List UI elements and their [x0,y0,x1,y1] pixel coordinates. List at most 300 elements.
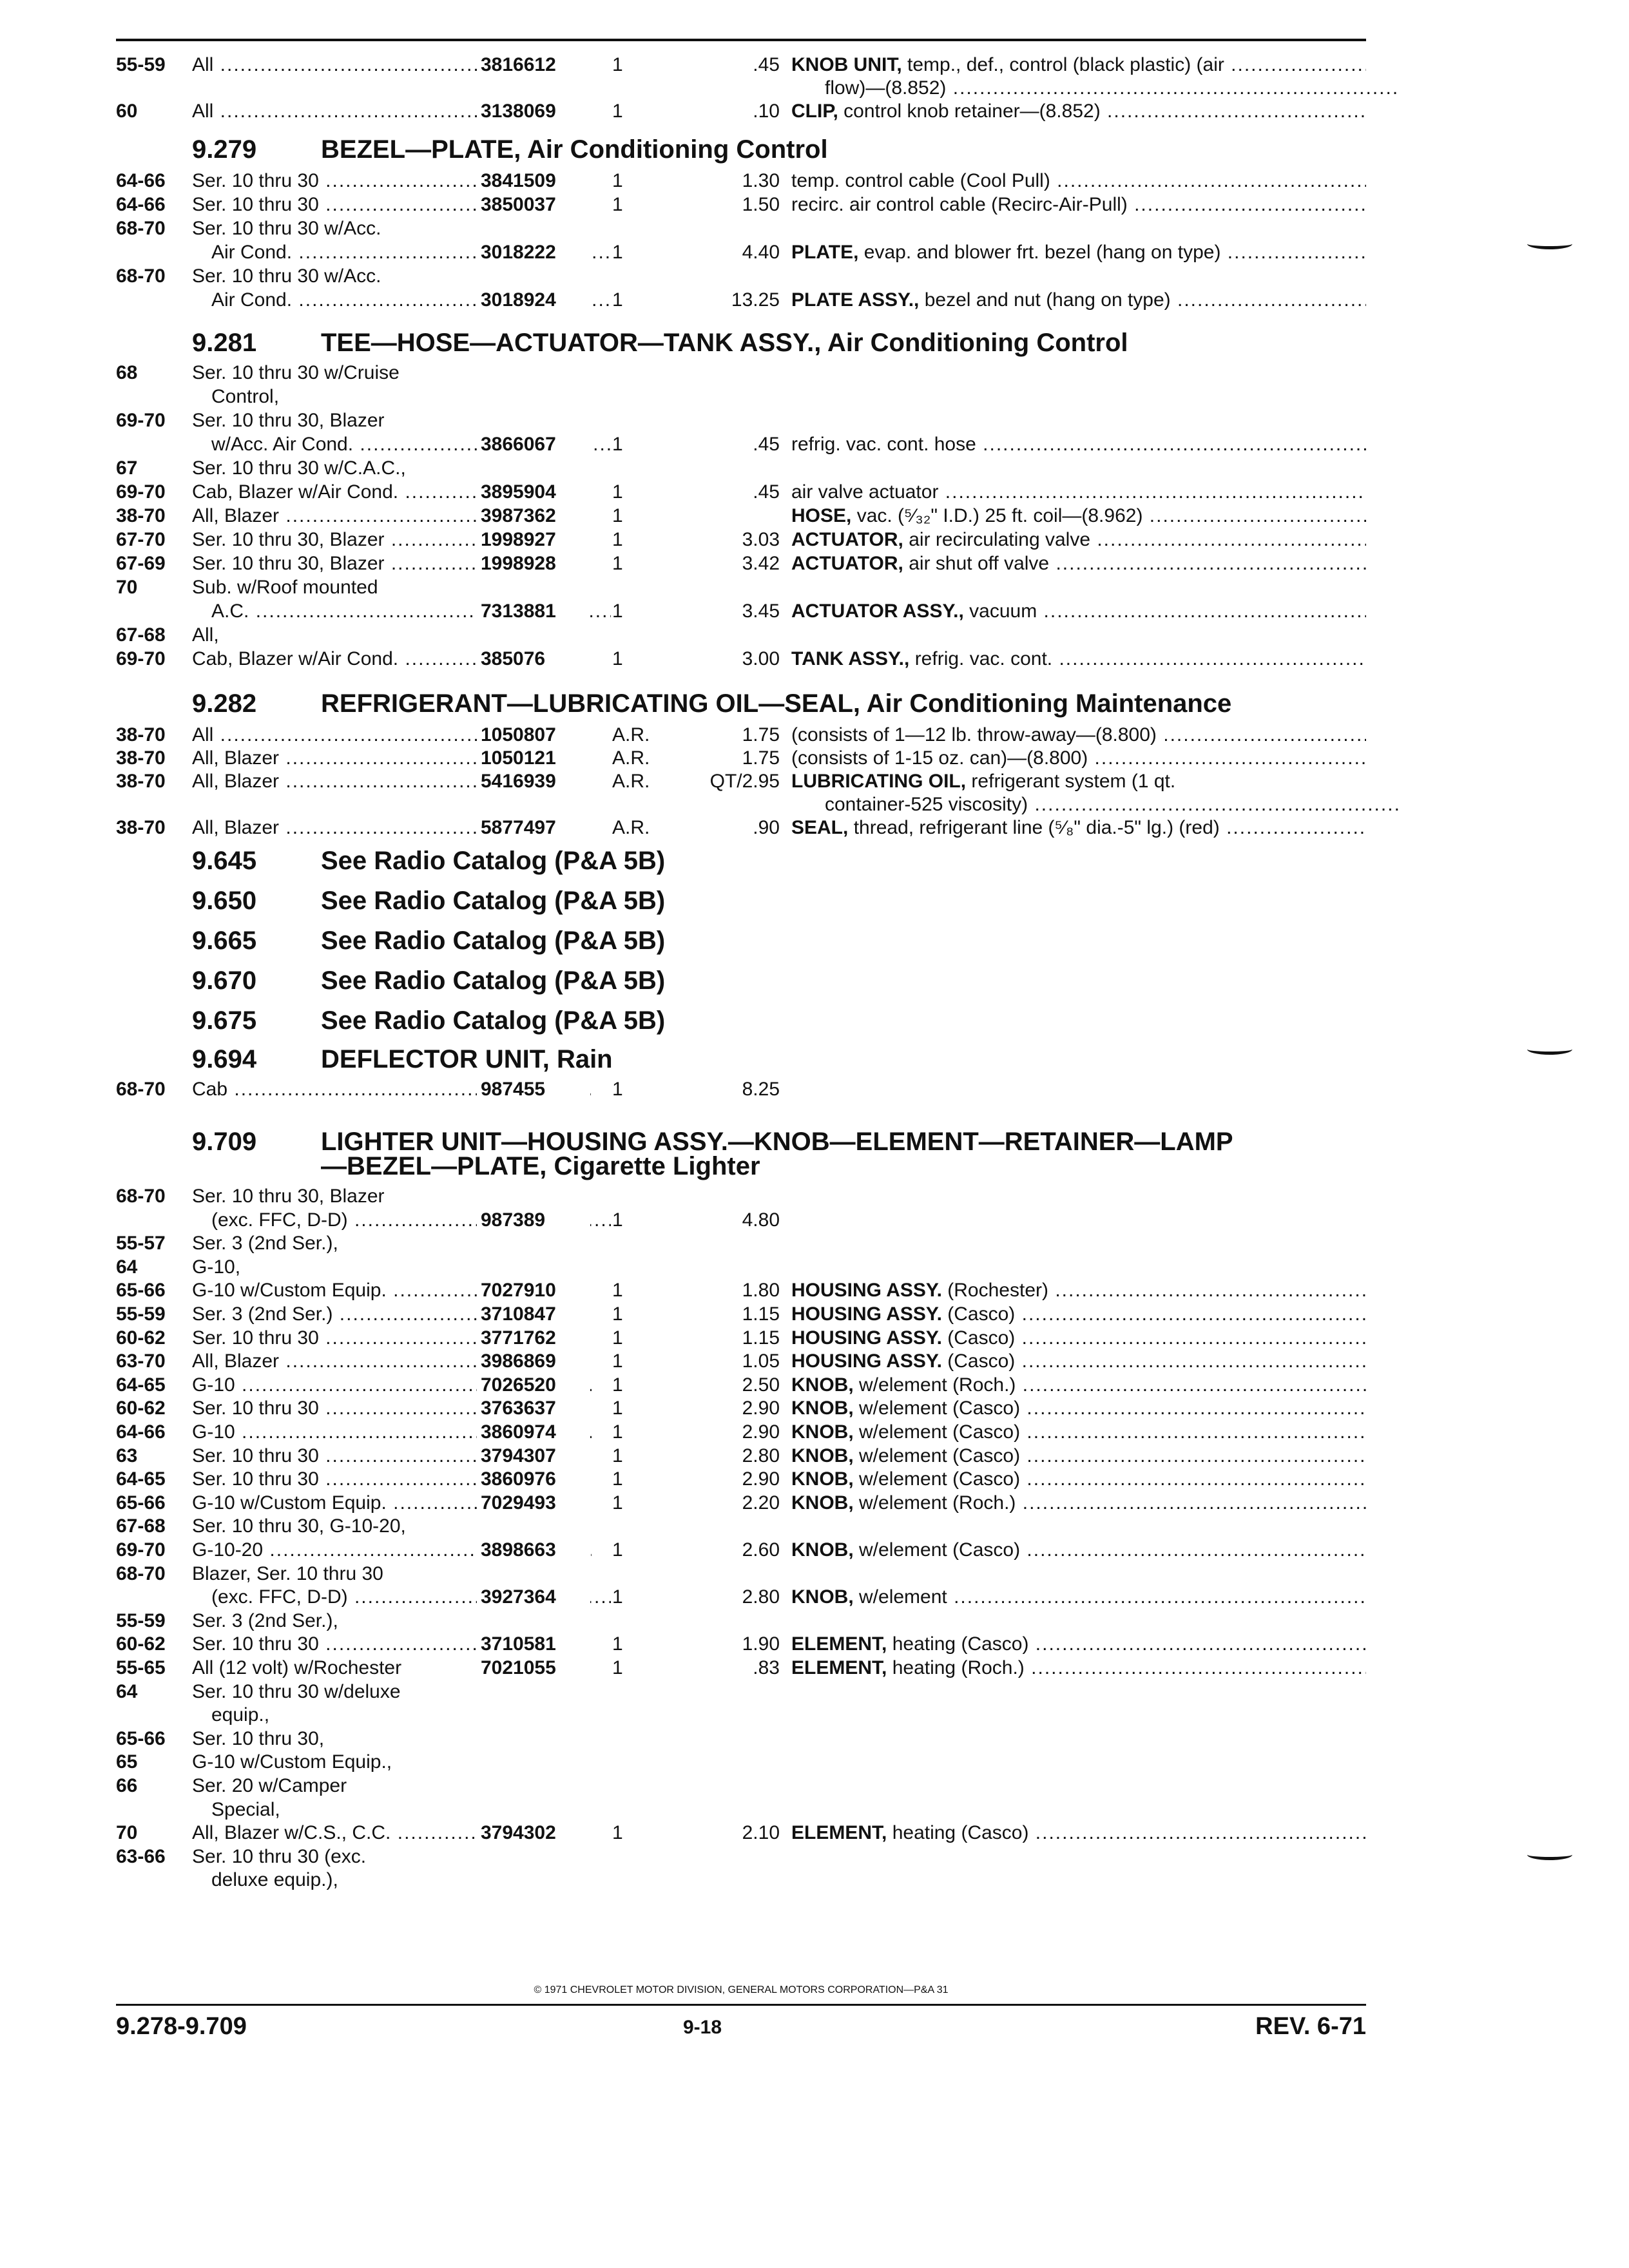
part-name: HOUSING ASSY. [791,1303,942,1325]
section-title: See Radio Catalog (P&A 5B) [321,966,666,995]
model-years: 64-65 [116,1468,166,1490]
part-name: KNOB, [791,1374,854,1396]
model-description: Ser. 10 thru 30, Blazer [192,1186,385,1207]
part-name: HOSE, [791,505,852,526]
section-number: 9.709 [192,1128,257,1156]
section-title: LIGHTER UNIT—HOUSING ASSY.—KNOB—ELEMENT—RETAINER—LAMP [321,1128,1233,1156]
part-detail: vac. (⁵⁄₃₂" I.D.) 25 ft. coil—(8.962) [851,505,1143,526]
table-row [116,1704,1366,1726]
part-detail: evap. and blower frt. bezel (hang on type) [858,242,1221,263]
part-number: 3927364 [477,1586,590,1608]
part-name: TANK ASSY., [791,648,910,669]
model-description: Ser. 10 thru 30 ..... [192,1398,592,1419]
model-years: 60 [116,101,138,122]
model-description: Ser. 10 thru 30 w/Acc. [192,265,381,287]
model-description: Ser. 10 thru 30 (exc. [192,1845,367,1867]
part-name: ACTUATOR, [791,529,903,550]
table-row [116,1280,1366,1302]
price: 4.40 [742,242,780,263]
table-row [116,1563,1366,1585]
model-years: 55-57 [116,1233,166,1254]
quantity: 1 [612,529,664,551]
table-row [116,1610,1366,1632]
quantity: 1 [612,1492,664,1514]
price: 3.42 [742,553,780,574]
quantity: A.R. [612,747,664,769]
table-row [116,1468,1366,1490]
quantity: 1 [612,1374,664,1396]
section-number: 9.645 [192,847,257,875]
part-number: 1050121 [477,747,590,769]
table-row [116,362,1366,384]
quantity: 1 [612,434,664,456]
model-description: G-10-20 ..... [192,1539,592,1561]
table-row [116,265,1366,287]
price: 1.80 [742,1280,780,1302]
part-detail: (Casco) [941,1303,1016,1325]
part-number: 3986869 [477,1350,590,1372]
table-row [116,1869,1366,1891]
part-number: 1998927 [477,529,590,551]
part-detail: w/element [853,1586,947,1608]
part-description [791,505,1366,527]
price: 1.75 [742,724,780,745]
model-years: 55-59 [116,1610,166,1631]
part-detail: air recirculating valve [903,529,1091,550]
model-description: Ser. 10 thru 30, Blazer [192,410,385,431]
part-number: 385076 [477,648,590,670]
model-years: 70 [116,577,138,598]
part-number: 3860976 [477,1468,590,1490]
part-number: 3895904 [477,481,590,503]
model-years: 69-70 [116,481,166,503]
part-detail: w/element (Casco) [853,1398,1021,1419]
part-name: ELEMENT, [791,1822,887,1844]
price: 2.20 [742,1492,780,1514]
quantity: 1 [612,1657,664,1679]
price: 3.45 [742,601,780,622]
part-description [791,553,1366,575]
part-detail: temp., def., control (black plastic) (air [901,54,1224,75]
model-years: 64-66 [116,1421,166,1443]
table-row [116,1633,1366,1655]
quantity: 1 [612,1327,664,1349]
part-detail: refrig. vac. cont. [909,648,1053,669]
section-number: 9.650 [192,887,257,915]
model-description: Air Cond. ..... [211,289,611,311]
quantity: A.R. [612,724,664,746]
part-name: ELEMENT, [791,1633,887,1655]
table-row [116,601,1366,622]
quantity: 1 [612,601,664,622]
price: 2.90 [742,1468,780,1490]
table-row [116,648,1366,670]
price: 2.90 [742,1398,780,1419]
quantity: 1 [612,1468,664,1490]
quantity: 1 [612,242,664,264]
part-number: 7021055 [477,1657,590,1679]
part-detail: refrigerant system (1 qt. [966,771,1176,792]
part-detail: temp. control cable (Cool Pull) [791,170,1050,191]
model-years: 67-68 [116,624,166,646]
quantity: 1 [612,1398,664,1419]
table-row [116,289,1366,311]
quantity: 1 [612,1822,664,1844]
part-detail: w/element (Casco) [853,1445,1021,1466]
model-description: All, Blazer ..... [192,505,592,527]
model-description: Special, [211,1798,280,1820]
part-number: 7026520 [477,1374,590,1396]
table-row [116,794,1366,816]
quantity: 1 [612,1303,664,1325]
part-description [791,481,1366,503]
part-number: 7313881 [477,601,590,622]
quantity: 1 [612,194,664,216]
section-title: TEE—HOSE—ACTUATOR—TANK ASSY., Air Conditioning Control [321,329,1128,357]
part-number: 3138069 [477,101,590,122]
section-title: REFRIGERANT—LUBRICATING OIL—SEAL, Air Conditioning Maintenance [321,689,1232,718]
table-row [116,505,1366,527]
part-number: 3860974 [477,1421,590,1443]
model-years: 68-70 [116,218,166,239]
quantity: A.R. [612,771,664,793]
part-detail: (Casco) [941,1327,1016,1349]
model-years: 68-70 [116,1186,166,1207]
model-years: 64-66 [116,170,166,191]
part-detail: flow)—(8.852) [825,77,947,99]
part-name: KNOB, [791,1468,854,1490]
model-years: 63 [116,1445,138,1466]
part-description [791,1327,1366,1349]
part-number: 987389 [477,1209,590,1231]
model-description: Ser. 10 thru 30 ..... [192,1468,592,1490]
part-number: 7027910 [477,1280,590,1302]
table-row [116,410,1366,432]
model-years: 63-66 [116,1845,166,1867]
model-description: All ..... [192,101,592,122]
model-years: 55-59 [116,1303,166,1325]
quantity: 1 [612,1350,664,1372]
part-description [791,529,1366,551]
model-description: (exc. FFC, D-D) ..... [211,1586,611,1608]
price: 1.30 [742,170,780,191]
footer-revision: REV. 6-71 [1255,2013,1366,2040]
table-row [116,54,1366,76]
table-row [116,771,1366,793]
part-description [825,794,1400,816]
part-description [791,1280,1366,1302]
section-number: 9.282 [192,689,257,718]
table-row [116,1846,1366,1868]
model-years: 64 [116,1680,138,1702]
model-description: Sub. w/Roof mounted [192,577,378,598]
quantity: 1 [612,1421,664,1443]
section-number: 9.675 [192,1006,257,1035]
part-detail: air shut off valve [903,553,1050,574]
model-years: 68-70 [116,1562,166,1584]
price: 1.15 [742,1327,780,1349]
model-years: 60-62 [116,1327,166,1349]
part-number: 3018222 [477,242,590,264]
table-row [116,1327,1366,1349]
model-years: 70 [116,1822,138,1844]
part-description [791,289,1366,311]
model-years: 67 [116,457,138,479]
part-description [791,1586,1366,1608]
part-description [791,648,1366,670]
part-description [791,1657,1366,1679]
price: .10 [753,101,780,122]
model-description: Ser. 10 thru 30 w/deluxe [192,1680,401,1702]
table-row [116,1350,1366,1372]
model-description: All, Blazer w/C.S., C.C. ..... [192,1822,592,1844]
model-description: Ser. 3 (2nd Ser.), [192,1233,338,1254]
model-description: Ser. 10 thru 30 ..... [192,1445,592,1467]
part-name: KNOB, [791,1586,854,1608]
model-description: Control, [211,386,280,407]
part-description [791,101,1366,122]
model-description: Ser. 10 thru 30, [192,1727,325,1749]
table-row [116,1398,1366,1419]
table-row [116,434,1366,456]
price: 2.50 [742,1374,780,1396]
part-number: 3794302 [477,1822,590,1844]
part-description [791,817,1366,839]
quantity: 1 [612,648,664,670]
model-description: All, Blazer ..... [192,817,592,839]
part-name: KNOB, [791,1539,854,1561]
price: 2.10 [742,1822,780,1844]
quantity: 1 [612,1633,664,1655]
model-description: deluxe equip.), [211,1869,338,1891]
part-description [791,601,1366,622]
model-description: equip., [211,1704,270,1726]
part-description [791,170,1366,192]
part-description [791,1445,1366,1467]
model-description: Ser. 10 thru 30 w/Acc. [192,218,381,239]
part-detail: (consists of 1-15 oz. can)—(8.800) [791,747,1088,769]
model-years: 65 [116,1751,138,1773]
part-number: 987455 [477,1079,590,1100]
section-number: 9.281 [192,329,257,357]
model-description: A.C. ..... [211,601,611,622]
model-description: All, [192,624,219,646]
model-description: All ..... [192,54,592,76]
model-years: 69-70 [116,1539,166,1561]
table-row [116,1256,1366,1278]
model-years: 66 [116,1775,138,1796]
part-name: ACTUATOR, [791,553,903,574]
model-description: All, Blazer ..... [192,747,592,769]
table-row [116,1233,1366,1254]
table-row [116,1079,1366,1100]
part-name: HOUSING ASSY. [791,1280,942,1302]
part-number: 3866067 [477,434,590,456]
part-number: 7029493 [477,1492,590,1514]
table-row [116,242,1366,264]
table-row [116,1539,1366,1561]
model-years: 69-70 [116,648,166,669]
price: 8.25 [742,1079,780,1100]
table-row [116,194,1366,216]
price: .45 [753,54,780,75]
price: 1.15 [742,1303,780,1325]
part-detail: (Casco) [941,1350,1016,1372]
part-description [791,771,1366,793]
model-years: 55-65 [116,1657,166,1678]
top-rule [116,39,1366,41]
table-row [116,1492,1366,1514]
section-number: 9.279 [192,135,257,164]
binding-mark [1527,1044,1572,1055]
price: .45 [753,434,780,455]
table-row [116,77,1366,99]
quantity: 1 [612,505,664,527]
part-name: KNOB UNIT, [791,54,902,75]
quantity: 1 [612,1209,664,1231]
model-description: Air Cond. ..... [211,242,611,264]
model-description: Ser. 10 thru 30 w/C.A.C., [192,457,406,479]
part-name: KNOB, [791,1492,854,1514]
part-description [791,1539,1366,1561]
part-detail: (Rochester) [941,1280,1048,1302]
model-description: All, Blazer ..... [192,771,592,793]
model-description: Cab, Blazer w/Air Cond. ..... [192,481,592,503]
model-years: 38-70 [116,771,166,792]
part-name: HOUSING ASSY. [791,1327,942,1349]
part-number: 5416939 [477,771,590,793]
model-description: Ser. 20 w/Camper [192,1775,347,1796]
section-title: DEFLECTOR UNIT, Rain [321,1045,613,1073]
part-name: KNOB, [791,1421,854,1443]
part-name: KNOB, [791,1445,854,1466]
part-description [791,54,1366,76]
model-description: Ser. 10 thru 30, G-10-20, [192,1515,406,1537]
table-row [116,1421,1366,1443]
price: 13.25 [731,289,780,311]
table-row [116,1515,1366,1537]
price: 2.60 [742,1539,780,1561]
part-name: ACTUATOR ASSY., [791,601,964,622]
table-row [116,529,1366,551]
table-row [116,457,1366,479]
part-detail: w/element (Roch.) [853,1374,1016,1396]
price: 3.00 [742,648,780,669]
table-row [116,1445,1366,1467]
quantity: 1 [612,54,664,76]
section-title-line2: —BEZEL—PLATE, Cigarette Lighter [321,1152,760,1180]
table-row [116,817,1366,839]
part-description [791,1822,1366,1844]
part-name: HOUSING ASSY. [791,1350,942,1372]
price: 2.90 [742,1421,780,1443]
model-description: Ser. 10 thru 30 w/Cruise [192,362,400,383]
model-years: 68-70 [116,265,166,287]
model-description: Ser. 10 thru 30, Blazer ..... [192,529,592,551]
quantity: 1 [612,101,664,122]
part-description [791,1492,1366,1514]
table-row [116,577,1366,599]
part-number: 3850037 [477,194,590,216]
part-name: KNOB, [791,1398,854,1419]
part-detail: bezel and nut (hang on type) [919,289,1171,311]
quantity: A.R. [612,817,664,839]
table-row [116,1657,1366,1679]
part-description [791,1468,1366,1490]
section-title: See Radio Catalog (P&A 5B) [321,1006,666,1035]
price: 2.80 [742,1445,780,1466]
part-detail: thread, refrigerant line (⁵⁄₈" dia.-5" lg.) (red) [848,817,1220,838]
part-detail: air valve actuator [791,481,939,503]
quantity: 1 [612,1586,664,1608]
part-detail: refrig. vac. cont. hose [791,434,976,455]
model-description: (exc. FFC, D-D) ..... [211,1209,611,1231]
part-number: 3763637 [477,1398,590,1419]
table-row [116,747,1366,769]
footer-copyright [116,1984,1366,2008]
model-description: Ser. 10 thru 30 ..... [192,170,592,192]
section-title: See Radio Catalog (P&A 5B) [321,887,666,915]
model-description: G-10, [192,1256,241,1278]
part-number: 1050807 [477,724,590,746]
model-description: G-10 w/Custom Equip., [192,1751,392,1773]
footer-page-number: 9-18 [683,2017,722,2038]
table-row [116,624,1366,646]
model-years: 67-70 [116,529,166,550]
table-row [116,1775,1366,1797]
part-description [825,77,1400,99]
price: 1.05 [742,1350,780,1372]
part-description [791,1374,1366,1396]
table-row [116,1186,1366,1207]
table-row [116,1822,1366,1844]
section-title: See Radio Catalog (P&A 5B) [321,927,666,955]
model-years: 68 [116,362,138,383]
price: 1.90 [742,1633,780,1655]
part-number: 3841509 [477,170,590,192]
section-number: 9.694 [192,1045,257,1073]
model-years: 38-70 [116,505,166,526]
part-detail: w/element (Casco) [853,1468,1021,1490]
price: 2.80 [742,1586,780,1608]
section-number: 9.670 [192,966,257,995]
part-description [791,434,1366,456]
table-row [116,481,1366,503]
part-number: 1998928 [477,553,590,575]
table-row [116,1586,1366,1608]
model-description: Ser. 10 thru 30 ..... [192,194,592,216]
price: 1.50 [742,194,780,215]
table-row [116,553,1366,575]
model-years: 60-62 [116,1633,166,1655]
part-detail: container-525 viscosity) [825,794,1028,815]
model-years: 38-70 [116,747,166,769]
part-description [791,194,1366,216]
table-row [116,101,1366,122]
binding-mark [1527,238,1572,249]
price: 1.75 [742,747,780,769]
part-detail: w/element (Casco) [853,1539,1021,1561]
model-description: Cab, Blazer w/Air Cond. ..... [192,648,592,670]
quantity: 1 [612,289,664,311]
quantity: 1 [612,1445,664,1467]
price: 3.03 [742,529,780,550]
part-description [791,724,1366,746]
model-years: 63-70 [116,1350,166,1372]
model-description: All (12 volt) w/Rochester [192,1657,402,1678]
part-description [791,1421,1366,1443]
model-years: 65-66 [116,1280,166,1302]
